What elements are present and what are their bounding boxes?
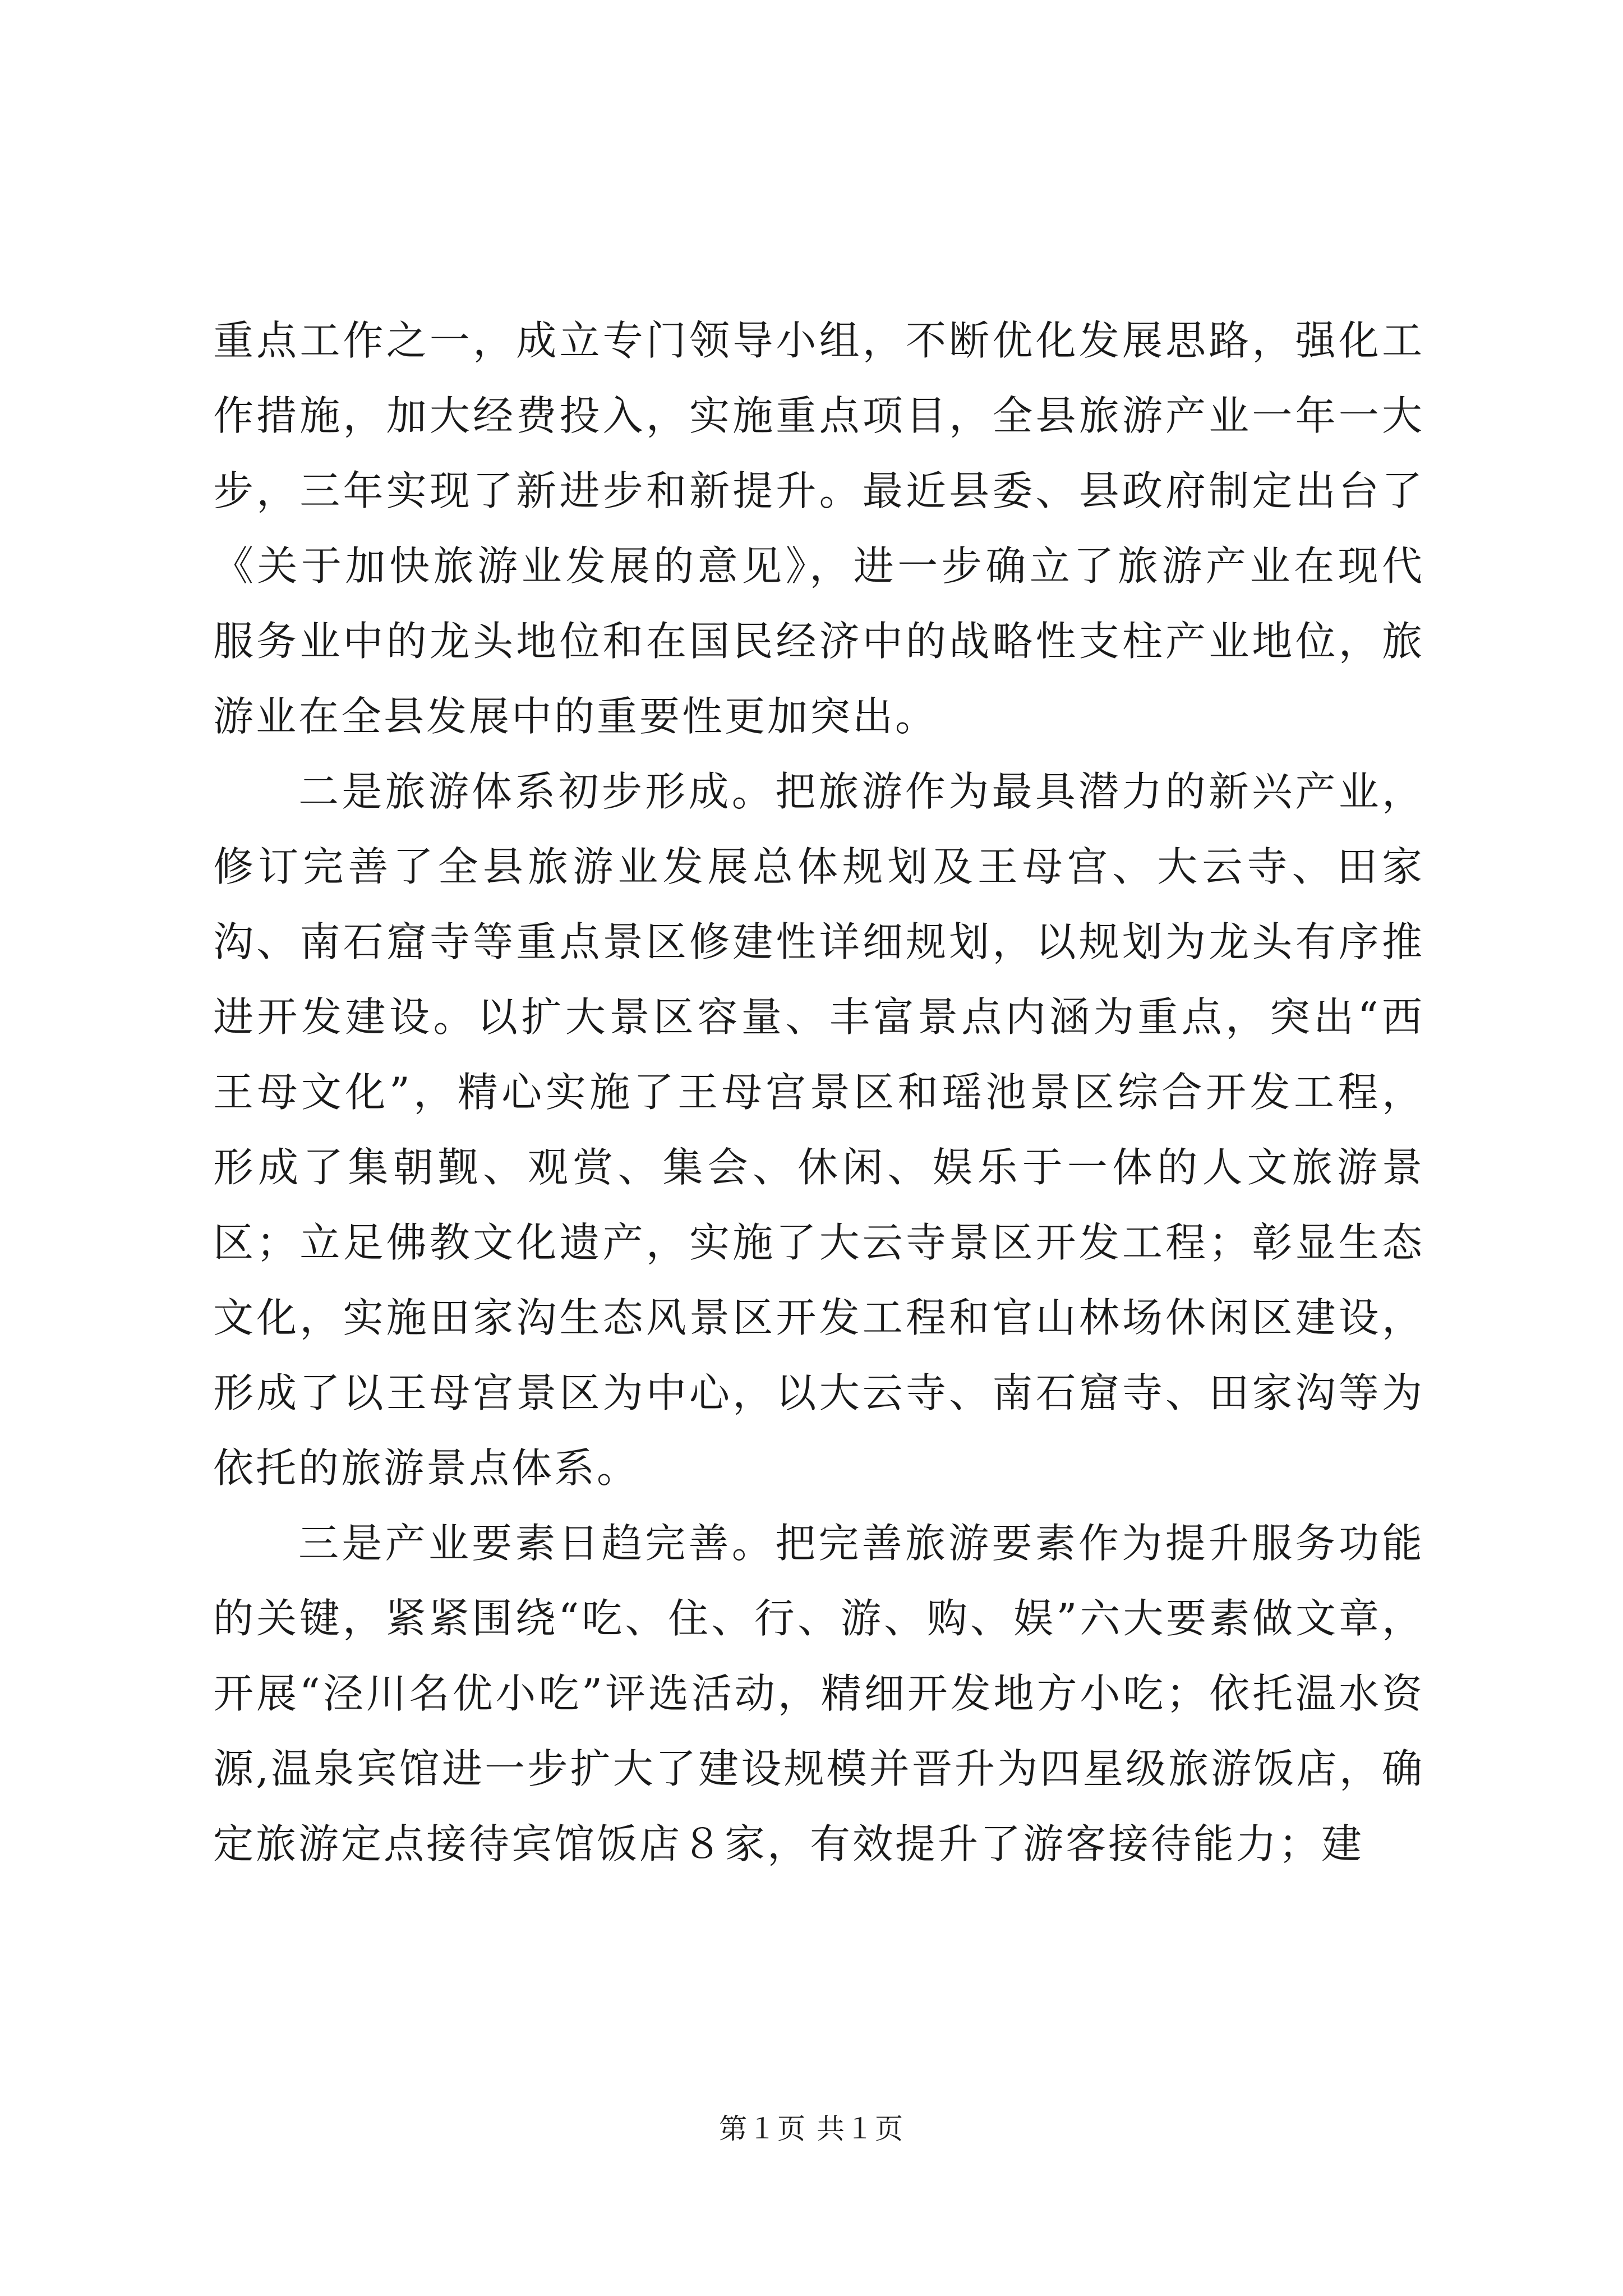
paragraph-2: 二是旅游体系初步形成。把旅游作为最具潜力的新兴产业，修订完善了全县旅游业发展总体规划及王母宫、大云寺、田家沟、南石窟寺等重点景区修建性详细规划，以规划为龙头有序推进开发建设。以扩大景区容量、丰富景点内涵为重点，突出“西王母文化”，精心实施了王母宫景区和瑶池景区综合开发工程，形成了集朝觐、观赏、集会、休闲、娱乐于一体的人文旅游景区；立足佛教文化遗产，实施了大云寺景区开发工程；彰显生态文化，实施田家沟生态风景区开发工程和官山林场休闲区建设，形成了以王母宫景区为中心，以大云寺、南石窟寺、田家沟等为依托的旅游景点体系。	[213, 768, 1424, 1492]
document-body	[213, 303, 1424, 1881]
page-footer: 第１页 共１页	[719, 2113, 904, 2145]
paragraph-3: 三是产业要素日趋完善。把完善旅游要素作为提升服务功能的关键，紧紧围绕“吃、住、行、游、购、娱”六大要素做文章，开展“泾川名优小吃”评选活动，精细开发地方小吃；依托温水资源,温泉宾馆进一步扩大了建设规模并晋升为四星级旅游饭店，确定旅游定点接待宾馆饭店８家，有效提升了游客接待能力；建	[213, 1520, 1424, 1867]
paragraph-1: 重点工作之一，成立专门领导小组，不断优化发展思路，强化工作措施，加大经费投入，实施重点项目，全县旅游产业一年一大步，三年实现了新进步和新提升。最近县委、县政府制定出台了《关于加快旅游业发展的意见》，进一步确立了旅游产业在现代服务业中的龙头地位和在国民经济中的战略性支柱产业地位，旅游业在全县发展中的重要性更加突出。	[213, 317, 1424, 740]
